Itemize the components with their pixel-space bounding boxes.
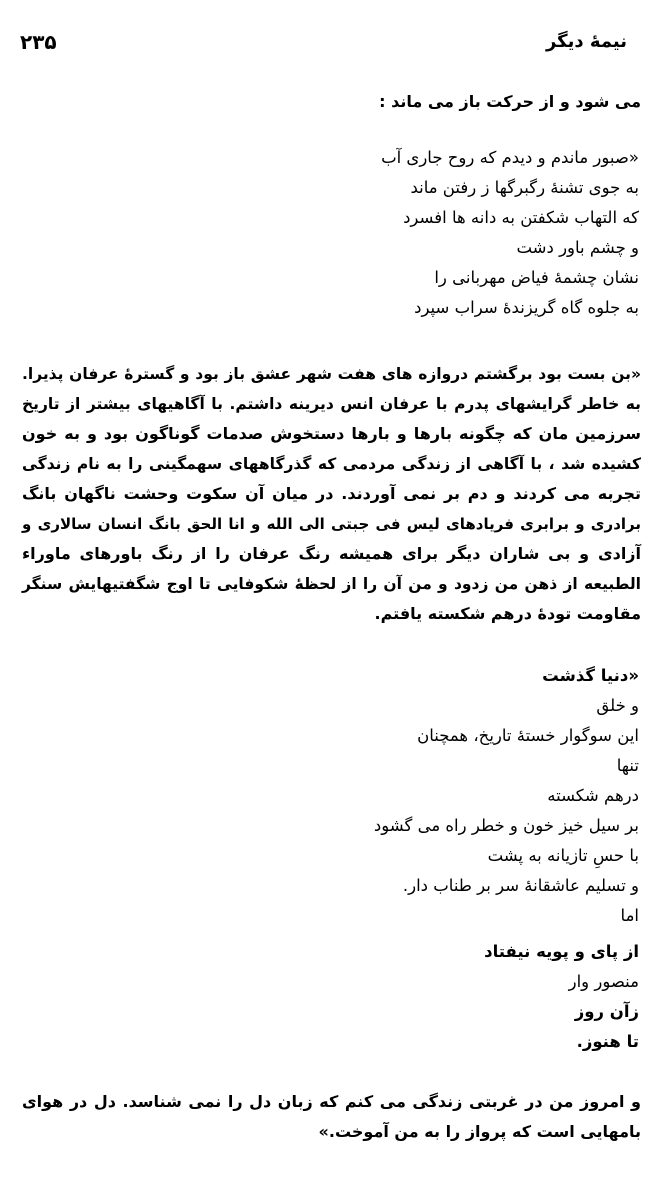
poem-line: که التهاب شکفتن به دانه ها افسرد [403,208,639,227]
poem-line: بر سیل خیز خون و خطر راه می گشود [373,816,639,835]
poem-line: زآن روز [574,1002,639,1021]
page-number: ۲۳۵ [20,30,57,54]
prose-line: بامهایی است که پرواز را به من آموخت.» [318,1122,641,1141]
poem-line: نشان چشمهٔ فیاض مهربانی را [434,268,639,287]
running-header-title: نیمهٔ دیگر [545,31,627,52]
prose-line: الطبیعه از ذهن من زدود و من آن را از لحظهٔ شکوفایی تا اوج شگفتیهایش سنگر [22,575,641,593]
poem-line: به جوی تشنهٔ رگبرگها ز رفتن ماند [410,178,639,197]
poem-line: «صبور ماندم و دیدم که روح جاری آب [381,148,639,167]
prose-line: سرزمین مان که چگونه بارها و بارها دستخوش صدمات گوناگون بود و به خون [22,424,641,443]
prose-line: تجربه می کردند و دم بر نمی آوردند. در میان آن سکوت وحشت ناگهان بانگ [22,484,641,503]
poem-line: با حسِ تازیانه به پشت [487,846,639,865]
poem-line: از پای و پویه نیفتاد [484,942,639,961]
poem-line: «دنیا گذشت [542,666,639,685]
poem-line: منصور وار [568,972,639,991]
prose-line: برادری و برابری فریادهای لیس فی جبتی الی الله و انا الحق بانگ انسان سالاری و [22,515,641,533]
poem-line: تنها [616,756,639,775]
poem-line: به جلوه گاه گریزندهٔ سراب سپرد [414,298,639,317]
poem-line: تا هنوز. [576,1032,639,1051]
prose-line: به خاطر گرایشهای پدرم با عرفان انس دیرینه داشتم. با آگاهیهای بیشتر از تاریخ [22,395,641,413]
poem-line: درهم شکسته [547,786,639,805]
poem-line: این سوگوار خستهٔ تاریخ، همچنان [417,726,639,745]
poem-line: اما [620,906,639,925]
prose-line: کشیده شد ، با آگاهی از زندگی مردمی که گذرگاههای سهمگینی را به نام زندگی [22,455,641,473]
prose-line: مقاومت تودهٔ درهم شکسته یافتم. [374,604,641,623]
poem-line: و تسلیم عاشقانهٔ سر بر طناب دار. [402,876,639,895]
prose-line: «بن بست بود برگشتم دروازه های هفت شهر عشق باز بود و گسترهٔ عرفان پذیرا. [22,365,641,383]
text-line: می شود و از حرکت باز می ماند : [379,92,641,111]
poem-line: و خلق [596,696,639,715]
prose-line: و امروز من در غربتی زندگی می کنم که زبان دل را نمی شناسد. دل در هوای [22,1092,641,1111]
prose-line: آزادی و بی شاران دیگر برای همیشه رنگ عرفان را از رنگ باورهای ماوراء [22,544,641,563]
poem-line: و چشم باور دشت [516,238,639,257]
